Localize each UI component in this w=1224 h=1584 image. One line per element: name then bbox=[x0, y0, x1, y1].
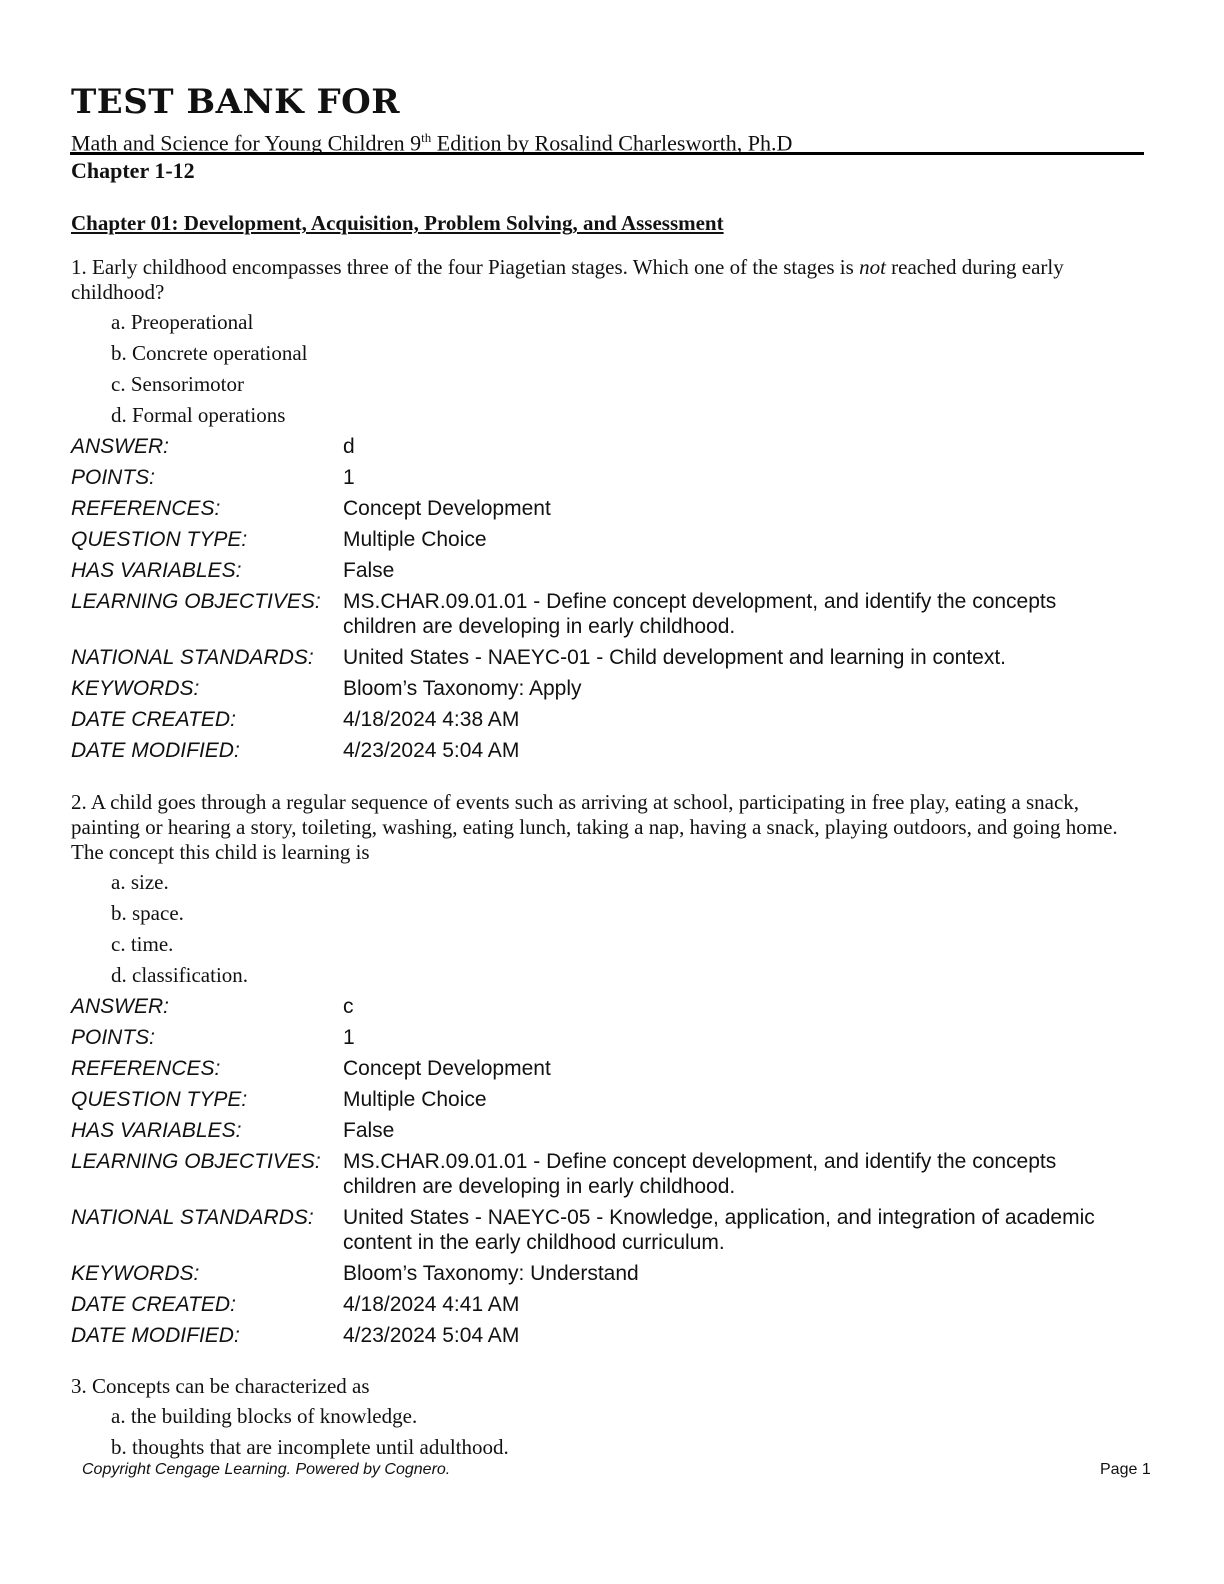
subtitle-text-end: Edition by Rosalind Charlesworth, Ph.D bbox=[431, 130, 793, 156]
meta-value: Bloom’s Taxonomy: Apply bbox=[343, 677, 582, 700]
meta-label: REFERENCES: bbox=[71, 1057, 221, 1080]
header-divider bbox=[70, 152, 1144, 155]
meta-value: False bbox=[343, 559, 395, 582]
meta-answer bbox=[71, 431, 1131, 462]
answer-options bbox=[71, 1401, 1131, 1463]
meta-value: 4/18/2024 4:38 AM bbox=[343, 708, 520, 731]
option-c: c. time. bbox=[111, 932, 174, 956]
subtitle-text-start: Math and Science for Young Children 9 bbox=[71, 130, 422, 156]
meta-national-standards bbox=[71, 642, 1131, 673]
question-stem bbox=[71, 255, 1131, 305]
option-c: c. Sensorimotor bbox=[111, 372, 244, 396]
option-b: b. Concrete operational bbox=[111, 341, 308, 365]
meta-value: Multiple Choice bbox=[343, 528, 487, 551]
meta-label: REFERENCES: bbox=[71, 497, 221, 520]
meta-date-created bbox=[71, 1289, 1131, 1320]
meta-value: 4/23/2024 5:04 AM bbox=[343, 1324, 520, 1347]
meta-label: NATIONAL STANDARDS: bbox=[71, 646, 314, 669]
meta-question-type bbox=[71, 1084, 1131, 1115]
meta-value: United States - NAEYC-01 - Child development and learning in context. bbox=[343, 646, 1007, 669]
meta-label: DATE MODIFIED: bbox=[71, 1324, 240, 1347]
option-a: a. the building blocks of knowledge. bbox=[111, 1404, 418, 1428]
meta-value: 1 bbox=[343, 466, 355, 489]
meta-value: c bbox=[343, 995, 354, 1018]
option-a: a. size. bbox=[111, 870, 169, 894]
meta-label: DATE MODIFIED: bbox=[71, 739, 240, 762]
meta-date-modified bbox=[71, 735, 1131, 766]
meta-answer bbox=[71, 991, 1131, 1022]
meta-label: POINTS: bbox=[71, 1026, 156, 1049]
meta-points bbox=[71, 462, 1131, 493]
meta-value: d bbox=[343, 435, 355, 458]
meta-label: DATE CREATED: bbox=[71, 1293, 236, 1316]
meta-date-modified bbox=[71, 1320, 1131, 1351]
meta-label: LEARNING OBJECTIVES: bbox=[71, 1150, 321, 1173]
meta-value: Bloom’s Taxonomy: Understand bbox=[343, 1262, 639, 1285]
meta-label: HAS VARIABLES: bbox=[71, 559, 242, 582]
meta-learning-objectives bbox=[71, 586, 1131, 642]
meta-label: POINTS: bbox=[71, 466, 156, 489]
meta-label: KEYWORDS: bbox=[71, 677, 200, 700]
question-3 bbox=[71, 1374, 1131, 1463]
option-b: b. thoughts that are incomplete until adulthood. bbox=[111, 1435, 509, 1459]
meta-learning-objectives bbox=[71, 1146, 1131, 1202]
meta-value: Concept Development bbox=[343, 497, 551, 520]
question-stem-end: reached during early childhood? bbox=[71, 255, 1064, 304]
meta-national-standards bbox=[71, 1202, 1131, 1258]
meta-label: NATIONAL STANDARDS: bbox=[71, 1206, 314, 1229]
question-2 bbox=[71, 790, 1131, 1351]
meta-label: QUESTION TYPE: bbox=[71, 1088, 248, 1111]
meta-references bbox=[71, 1053, 1131, 1084]
question-stem-emphasis: not bbox=[859, 255, 886, 279]
meta-label: LEARNING OBJECTIVES: bbox=[71, 590, 321, 613]
meta-date-created bbox=[71, 704, 1131, 735]
meta-value: 4/18/2024 4:41 AM bbox=[343, 1293, 520, 1316]
subtitle-superscript: th bbox=[421, 130, 432, 145]
meta-label: DATE CREATED: bbox=[71, 708, 236, 731]
meta-value: MS.CHAR.09.01.01 - Define concept development, and identify the concepts children are developing in early childhood. bbox=[343, 1150, 1057, 1198]
banner-title: TEST BANK FOR bbox=[71, 82, 401, 122]
meta-value: 1 bbox=[343, 1026, 355, 1049]
answer-options bbox=[71, 867, 1131, 991]
meta-value: False bbox=[343, 1119, 395, 1142]
option-d: d. classification. bbox=[111, 963, 249, 987]
question-stem: 2. A child goes through a regular sequence of events such as arriving at school, participating in free play, eating a snack, painting or hearing a story, toileting, washing, eating lunch, taking a nap, having a snack, playing outdoors, and going home. The concept this child is learning is bbox=[71, 790, 1118, 864]
meta-label: ANSWER: bbox=[71, 995, 170, 1018]
page-number: Page 1 bbox=[1100, 1461, 1151, 1478]
meta-label: KEYWORDS: bbox=[71, 1262, 200, 1285]
question-stem-start: 1. Early childhood encompasses three of the four Piagetian stages. Which one of the stages is bbox=[71, 255, 860, 279]
option-d: d. Formal operations bbox=[111, 403, 286, 427]
option-a: a. Preoperational bbox=[111, 310, 254, 334]
meta-has-variables bbox=[71, 555, 1131, 586]
meta-value: MS.CHAR.09.01.01 - Define concept development, and identify the concepts children are developing in early childhood. bbox=[343, 590, 1057, 638]
footer-copyright: Copyright Cengage Learning. Powered by Cognero. bbox=[82, 1461, 451, 1478]
question-stem: 3. Concepts can be characterized as bbox=[71, 1374, 370, 1398]
meta-keywords bbox=[71, 1258, 1131, 1289]
meta-keywords bbox=[71, 673, 1131, 704]
question-metadata bbox=[71, 991, 1131, 1351]
question-metadata bbox=[71, 431, 1131, 766]
answer-options bbox=[71, 307, 1131, 431]
meta-label: QUESTION TYPE: bbox=[71, 528, 248, 551]
meta-value: 4/23/2024 5:04 AM bbox=[343, 739, 520, 762]
option-b: b. space. bbox=[111, 901, 184, 925]
meta-points bbox=[71, 1022, 1131, 1053]
chapter-range: Chapter 1-12 bbox=[71, 158, 195, 183]
meta-has-variables bbox=[71, 1115, 1131, 1146]
question-1 bbox=[71, 255, 1131, 766]
meta-references bbox=[71, 493, 1131, 524]
meta-question-type bbox=[71, 524, 1131, 555]
meta-label: ANSWER: bbox=[71, 435, 170, 458]
meta-value: Concept Development bbox=[343, 1057, 551, 1080]
chapter-heading: Chapter 01: Development, Acquisition, Problem Solving, and Assessment bbox=[71, 211, 724, 235]
meta-value: Multiple Choice bbox=[343, 1088, 487, 1111]
meta-value: United States - NAEYC-05 - Knowledge, application, and integration of academic content in the early childhood curriculum. bbox=[343, 1206, 1095, 1254]
meta-label: HAS VARIABLES: bbox=[71, 1119, 242, 1142]
